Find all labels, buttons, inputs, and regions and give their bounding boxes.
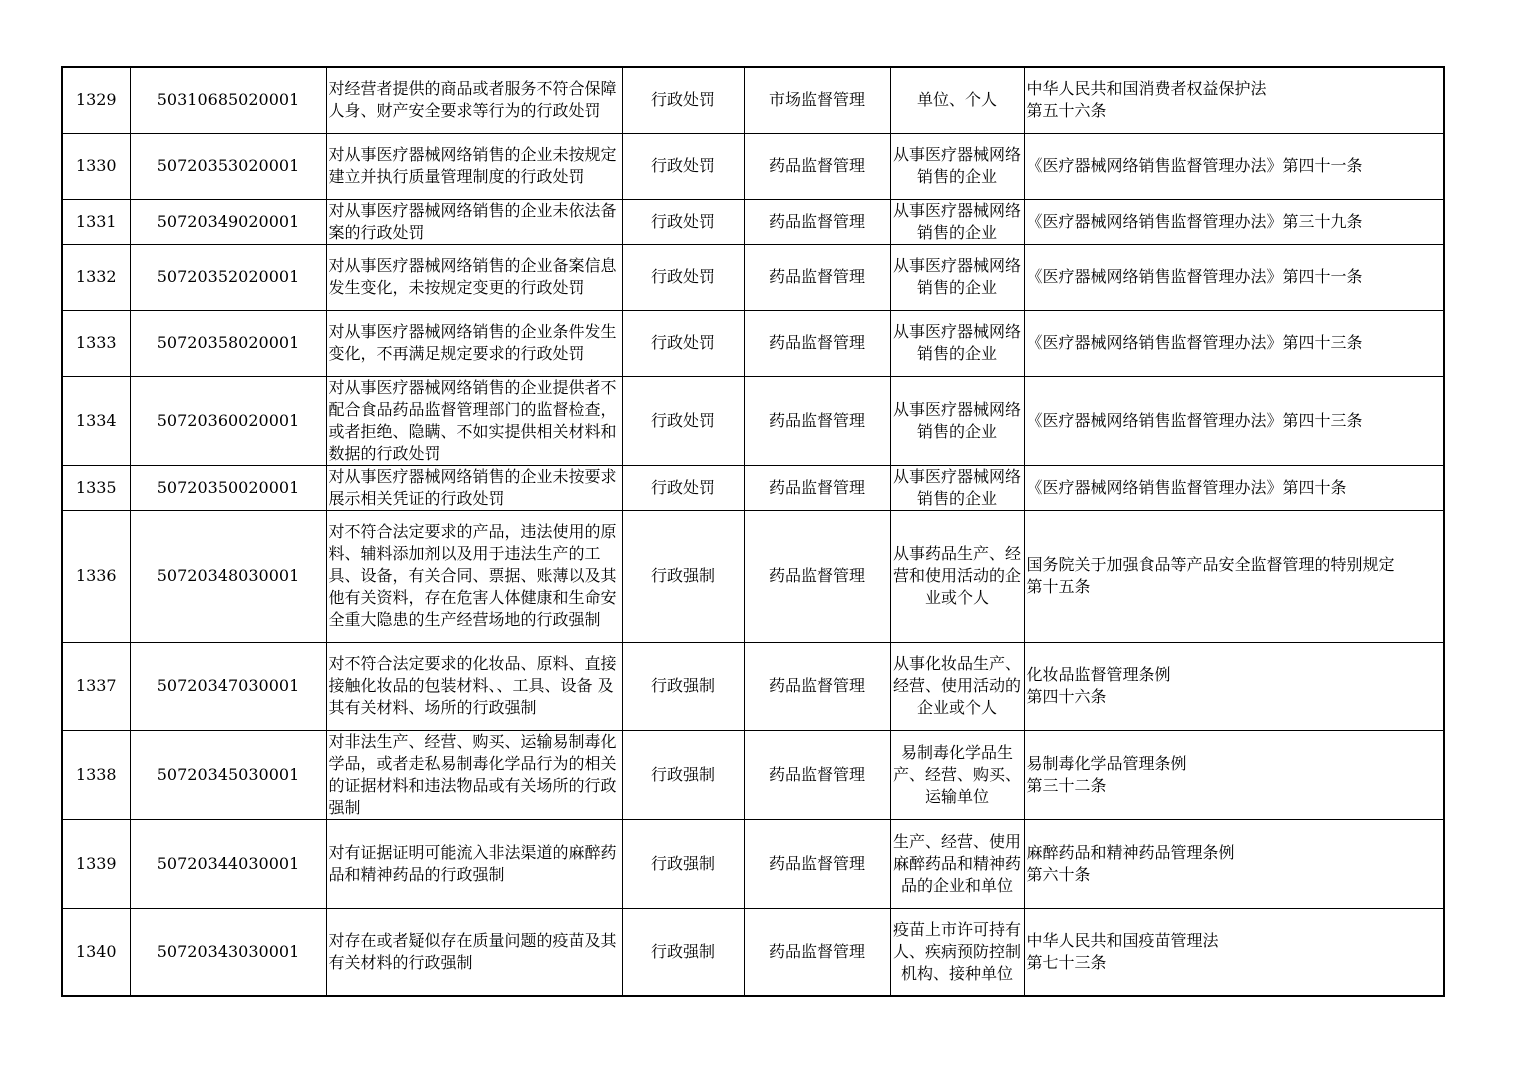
department-category-cell: 药品监督管理	[744, 510, 890, 642]
item-code-cell: 50720358020001	[130, 310, 326, 376]
power-type-cell: 行政处罚	[622, 244, 744, 310]
item-code-cell: 50720352020001	[130, 244, 326, 310]
department-category-cell: 药品监督管理	[744, 376, 890, 465]
subject-target-cell: 从事医疗器械网络销售的企业	[890, 465, 1024, 510]
item-code-cell: 50720344030001	[130, 819, 326, 908]
row-number-cell: 1339	[62, 819, 130, 908]
item-code-cell: 50310685020001	[130, 67, 326, 133]
legal-basis-cell: 《医疗器械网络销售监督管理办法》第四十三条	[1024, 376, 1444, 465]
matter-name-cell: 对从事医疗器械网络销售的企业备案信息发生变化，未按规定变更的行政处罚	[326, 244, 622, 310]
department-category-cell: 药品监督管理	[744, 310, 890, 376]
legal-basis-cell: 化妆品监督管理条例 第四十六条	[1024, 642, 1444, 730]
table-row	[62, 510, 1444, 642]
matter-name-cell: 对经营者提供的商品或者服务不符合保障人身、财产安全要求等行为的行政处罚	[326, 67, 622, 133]
power-type-cell: 行政强制	[622, 730, 744, 819]
table-row	[62, 67, 1444, 133]
matter-name-cell: 对从事医疗器械网络销售的企业未按要求展示相关凭证的行政处罚	[326, 465, 622, 510]
legal-basis-cell: 《医疗器械网络销售监督管理办法》第四十条	[1024, 465, 1444, 510]
department-category-cell: 药品监督管理	[744, 133, 890, 199]
matter-name-cell: 对不符合法定要求的化妆品、原料、直接接触化妆品的包装材料、、工具、设备 及其有关材料、场所的行政强制	[326, 642, 622, 730]
row-number-cell: 1333	[62, 310, 130, 376]
power-type-cell: 行政处罚	[622, 67, 744, 133]
power-type-cell: 行政处罚	[622, 310, 744, 376]
table-row	[62, 133, 1444, 199]
subject-target-cell: 从事药品生产、经营和使用活动的企业或个人	[890, 510, 1024, 642]
power-type-cell: 行政强制	[622, 908, 744, 996]
legal-basis-cell: 易制毒化学品管理条例 第三十二条	[1024, 730, 1444, 819]
matter-name-cell: 对有证据证明可能流入非法渠道的麻醉药品和精神药品的行政强制	[326, 819, 622, 908]
item-code-cell: 50720348030001	[130, 510, 326, 642]
legal-basis-cell: 中华人民共和国消费者权益保护法 第五十六条	[1024, 67, 1444, 133]
department-category-cell: 药品监督管理	[744, 642, 890, 730]
row-number-cell: 1331	[62, 199, 130, 244]
power-type-cell: 行政处罚	[622, 465, 744, 510]
subject-target-cell: 疫苗上市许可持有人、疾病预防控制机构、接种单位	[890, 908, 1024, 996]
table-row	[62, 642, 1444, 730]
item-code-cell: 50720345030001	[130, 730, 326, 819]
subject-target-cell: 从事化妆品生产、经营、使用活动的企业或个人	[890, 642, 1024, 730]
matter-name-cell: 对不符合法定要求的产品，违法使用的原料、辅料添加剂以及用于违法生产的工具、设备，有关合同、票据、账薄以及其他有关资料，存在危害人体健康和生命安全重大隐患的生产经营场地的行政强制	[326, 510, 622, 642]
power-type-cell: 行政强制	[622, 819, 744, 908]
legal-basis-cell: 《医疗器械网络销售监督管理办法》第四十一条	[1024, 133, 1444, 199]
power-type-cell: 行政处罚	[622, 199, 744, 244]
matter-name-cell: 对存在或者疑似存在质量问题的疫苗及其有关材料的行政强制	[326, 908, 622, 996]
power-type-cell: 行政处罚	[622, 133, 744, 199]
row-number-cell: 1334	[62, 376, 130, 465]
subject-target-cell: 从事医疗器械网络销售的企业	[890, 244, 1024, 310]
row-number-cell: 1329	[62, 67, 130, 133]
power-type-cell: 行政处罚	[622, 376, 744, 465]
department-category-cell: 药品监督管理	[744, 199, 890, 244]
subject-target-cell: 单位、个人	[890, 67, 1024, 133]
table-row	[62, 244, 1444, 310]
item-code-cell: 50720343030001	[130, 908, 326, 996]
row-number-cell: 1337	[62, 642, 130, 730]
subject-target-cell: 生产、经营、使用麻醉药品和精神药品的企业和单位	[890, 819, 1024, 908]
department-category-cell: 药品监督管理	[744, 908, 890, 996]
subject-target-cell: 易制毒化学品生产、经营、购买、运输单位	[890, 730, 1024, 819]
table-row	[62, 730, 1444, 819]
legal-basis-cell: 麻醉药品和精神药品管理条例 第六十条	[1024, 819, 1444, 908]
matter-name-cell: 对从事医疗器械网络销售的企业未依法备案的行政处罚	[326, 199, 622, 244]
row-number-cell: 1335	[62, 465, 130, 510]
power-type-cell: 行政强制	[622, 510, 744, 642]
records-table	[61, 66, 1445, 997]
row-number-cell: 1340	[62, 908, 130, 996]
matter-name-cell: 对从事医疗器械网络销售的企业提供者不配合食品药品监督管理部门的监督检查，或者拒绝、隐瞒、不如实提供相关材料和数据的行政处罚	[326, 376, 622, 465]
item-code-cell: 50720350020001	[130, 465, 326, 510]
table-row	[62, 908, 1444, 996]
legal-basis-cell: 《医疗器械网络销售监督管理办法》第四十三条	[1024, 310, 1444, 376]
row-number-cell: 1332	[62, 244, 130, 310]
legal-basis-cell: 国务院关于加强食品等产品安全监督管理的特别规定 第十五条	[1024, 510, 1444, 642]
department-category-cell: 市场监督管理	[744, 67, 890, 133]
row-number-cell: 1338	[62, 730, 130, 819]
matter-name-cell: 对非法生产、经营、购买、运输易制毒化学品，或者走私易制毒化学品行为的相关的证据材料和违法物品或有关场所的行政强制	[326, 730, 622, 819]
item-code-cell: 50720349020001	[130, 199, 326, 244]
legal-basis-cell: 《医疗器械网络销售监督管理办法》第三十九条	[1024, 199, 1444, 244]
table-row	[62, 376, 1444, 465]
subject-target-cell: 从事医疗器械网络销售的企业	[890, 199, 1024, 244]
item-code-cell: 50720353020001	[130, 133, 326, 199]
item-code-cell: 50720347030001	[130, 642, 326, 730]
table-row	[62, 465, 1444, 510]
legal-basis-cell: 中华人民共和国疫苗管理法 第七十三条	[1024, 908, 1444, 996]
subject-target-cell: 从事医疗器械网络销售的企业	[890, 376, 1024, 465]
power-type-cell: 行政强制	[622, 642, 744, 730]
table-row	[62, 819, 1444, 908]
department-category-cell: 药品监督管理	[744, 730, 890, 819]
subject-target-cell: 从事医疗器械网络销售的企业	[890, 310, 1024, 376]
department-category-cell: 药品监督管理	[744, 244, 890, 310]
row-number-cell: 1330	[62, 133, 130, 199]
matter-name-cell: 对从事医疗器械网络销售的企业未按规定建立并执行质量管理制度的行政处罚	[326, 133, 622, 199]
item-code-cell: 50720360020001	[130, 376, 326, 465]
legal-basis-cell: 《医疗器械网络销售监督管理办法》第四十一条	[1024, 244, 1444, 310]
matter-name-cell: 对从事医疗器械网络销售的企业条件发生变化，不再满足规定要求的行政处罚	[326, 310, 622, 376]
table-row	[62, 310, 1444, 376]
row-number-cell: 1336	[62, 510, 130, 642]
department-category-cell: 药品监督管理	[744, 819, 890, 908]
subject-target-cell: 从事医疗器械网络销售的企业	[890, 133, 1024, 199]
table-row	[62, 199, 1444, 244]
department-category-cell: 药品监督管理	[744, 465, 890, 510]
